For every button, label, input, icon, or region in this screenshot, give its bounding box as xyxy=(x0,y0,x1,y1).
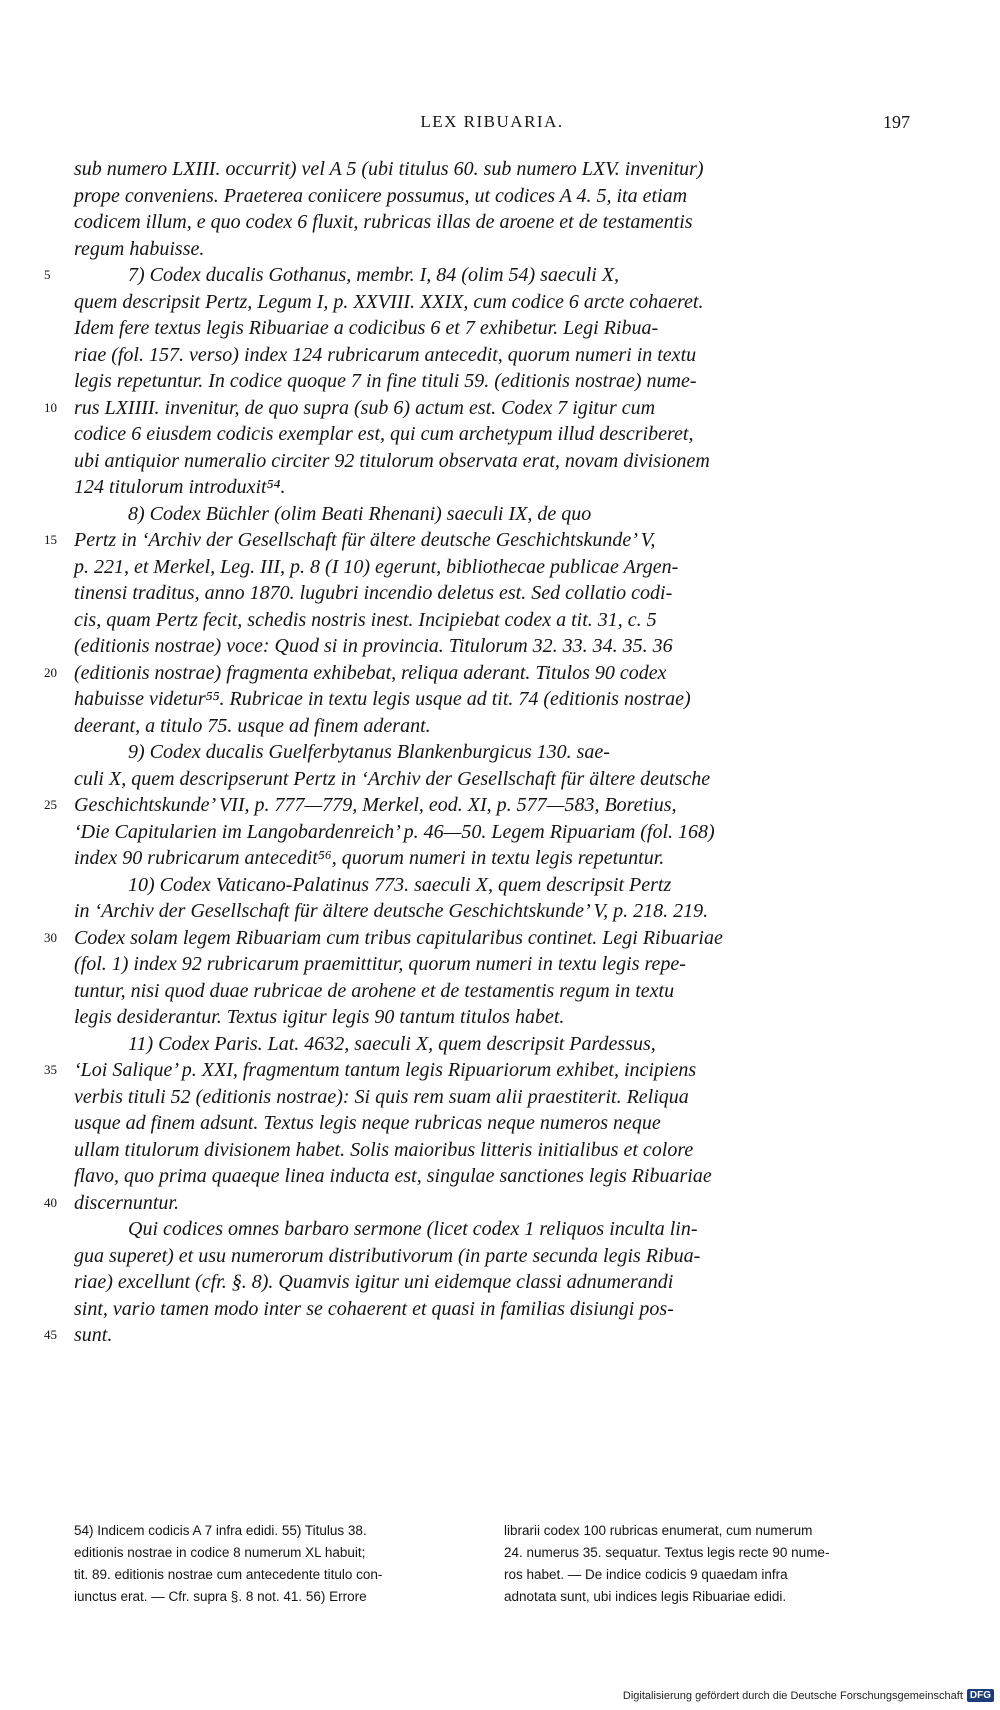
text-line xyxy=(44,660,910,687)
footnote-line: ros habet. — De indice codicis 9 quaedam infra xyxy=(504,1567,788,1582)
line-text: quem descripsit Pertz, Legum I, p. XXVIII. XXIX, cum codice 6 arcte cohaeret. xyxy=(74,290,704,313)
text-line xyxy=(74,315,910,342)
text-line xyxy=(74,1163,910,1190)
line-number: 15 xyxy=(44,532,57,547)
line-number: 35 xyxy=(44,1062,57,1077)
line-text: ubi antiquior numeralio circiter 92 titulorum observata erat, novam divisionem xyxy=(74,449,710,472)
line-text: flavo, quo prima quaeque linea inducta est, singulae sanctiones legis Ribuariae xyxy=(74,1165,712,1187)
credit-text: Digitalisierung gefördert durch die Deutsche Forschungsgemeinschaft xyxy=(622,1689,963,1702)
text-line xyxy=(74,872,910,899)
line-number: 40 xyxy=(44,1194,57,1210)
line-text: rus LXIIII. invenitur, de quo supra (sub 6) actum est. Codex 7 igitur cum xyxy=(74,396,656,419)
text-line xyxy=(74,1243,910,1270)
text-line xyxy=(74,289,910,316)
text-line xyxy=(74,448,910,475)
line-text: legis repetuntur. In codice quoque 7 in fine tituli 59. (editionis nostrae) nume- xyxy=(74,370,697,392)
line-text: 8) Codex Büchler (olim Beati Rhenani) saeculi IX, de quo xyxy=(128,502,592,525)
line-number: 25 xyxy=(44,797,57,812)
text-line xyxy=(74,368,910,395)
footnote-line: iunctus erat. — Cfr. supra §. 8 not. 41. 56) Errore xyxy=(74,1589,367,1604)
text-line xyxy=(74,633,910,660)
text-line xyxy=(74,554,910,581)
line-text: Qui codices omnes barbaro sermone (licet codex 1 reliquos inculta lin- xyxy=(128,1218,698,1240)
text-line xyxy=(44,1322,910,1349)
text-line xyxy=(74,1269,910,1296)
footnote-line: 24. numerus 35. sequatur. Textus legis recte 90 nume- xyxy=(504,1545,830,1560)
line-text: sint, vario tamen modo inter se cohaerent et quasi in familias disiungi pos- xyxy=(74,1297,674,1320)
text-line xyxy=(74,1084,910,1111)
text-line xyxy=(74,209,910,236)
text-line xyxy=(44,1190,910,1217)
dfg-logo: DFG xyxy=(967,1689,994,1702)
running-title: LEX RIBUARIA. xyxy=(420,112,564,131)
page-header xyxy=(74,112,910,138)
line-number: 10 xyxy=(44,399,57,415)
text-line xyxy=(74,1216,910,1243)
line-text: (editionis nostrae) fragmenta exhibebat, reliqua aderant. Titulos 90 codex xyxy=(74,661,667,684)
line-text: verbis tituli 52 (editionis nostrae): Si quis rem suam alii praestiterit. Reliqua xyxy=(74,1085,689,1108)
line-text: index 90 rubricarum antecedit⁵⁶, quorum numeri in textu legis repetuntur. xyxy=(74,847,665,869)
line-text: Idem fere textus legis Ribuariae a codicibus 6 et 7 exhibetur. Legi Ribua- xyxy=(74,317,659,339)
line-text: culi X, quem descripserunt Pertz in ‘Archiv der Gesellschaft für ältere deutsche xyxy=(74,767,711,790)
text-line xyxy=(74,819,910,846)
line-number: 20 xyxy=(44,664,57,680)
line-text: riae (fol. 157. verso) index 124 rubricarum antecedit, quorum numeri in textu xyxy=(74,343,697,366)
line-text: ullam titulorum divisionem habet. Solis maioribus litteris initialibus et colore xyxy=(74,1138,694,1161)
text-line xyxy=(74,156,910,183)
digitization-credit xyxy=(623,1689,994,1702)
main-text xyxy=(44,156,910,1349)
text-line xyxy=(74,1296,910,1323)
footnotes xyxy=(74,1520,910,1608)
text-line xyxy=(74,898,910,925)
text-line xyxy=(74,713,910,740)
text-line xyxy=(44,262,910,289)
text-line xyxy=(74,501,910,528)
line-text: p. 221, et Merkel, Leg. III, p. 8 (I 10) egerunt, bibliothecae publicae Argen- xyxy=(74,555,679,578)
line-text: sunt. xyxy=(74,1324,113,1346)
text-line xyxy=(44,527,910,554)
text-line xyxy=(74,421,910,448)
text-line xyxy=(74,766,910,793)
line-number: 45 xyxy=(44,1327,57,1342)
line-text: (editionis nostrae) voce: Quod si in provincia. Titulorum 32. 33. 34. 35. 36 xyxy=(74,635,673,657)
text-line xyxy=(74,845,910,872)
text-line xyxy=(74,1031,910,1058)
line-text: 10) Codex Vaticano-Palatinus 773. saeculi X, quem descripsit Pertz xyxy=(128,873,672,896)
line-text: codicem illum, e quo codex 6 fluxit, rubricas illas de aroene et de testamentis xyxy=(74,211,693,233)
line-text: ‘Die Capitularien im Langobardenreich’ p. 46—50. Legem Ripuariam (fol. 168) xyxy=(74,820,715,843)
text-line xyxy=(74,236,910,263)
text-line xyxy=(74,580,910,607)
text-line xyxy=(44,925,910,952)
text-line xyxy=(74,474,910,501)
text-line xyxy=(74,183,910,210)
line-text: riae) excellunt (cfr. §. 8). Quamvis igitur uni eidemque classi adnumerandi xyxy=(74,1271,674,1293)
line-text: 11) Codex Paris. Lat. 4632, saeculi X, quem descripsit Pardessus, xyxy=(128,1032,656,1055)
text-line xyxy=(74,1110,910,1137)
line-text: Geschichtskunde’ VII, p. 777—779, Merkel, eod. XI, p. 577—583, Boretius, xyxy=(74,794,677,816)
text-line xyxy=(74,1004,910,1031)
footnote-line: librarii codex 100 rubricas enumerat, cum numerum xyxy=(504,1523,813,1538)
line-text: tuntur, nisi quod duae rubricae de arohene et de testamentis regum in textu xyxy=(74,979,675,1002)
line-text: sub numero LXIII. occurrit) vel A 5 (ubi titulus 60. sub numero LXV. invenitur) xyxy=(74,158,704,180)
line-text: deerant, a titulo 75. usque ad finem aderant. xyxy=(74,714,431,737)
line-text: (fol. 1) index 92 rubricarum praemittitur, quorum numeri in textu legis repe- xyxy=(74,953,686,975)
line-text: 9) Codex ducalis Guelferbytanus Blankenburgicus 130. sae- xyxy=(128,741,610,763)
text-line xyxy=(74,342,910,369)
text-line xyxy=(44,1057,910,1084)
text-line xyxy=(44,792,910,819)
line-number: 30 xyxy=(44,929,57,945)
line-text: in ‘Archiv der Gesellschaft für ältere deutsche Geschichtskunde’ V, p. 218. 219. xyxy=(74,900,709,922)
text-line xyxy=(74,607,910,634)
line-text: prope conveniens. Praeterea coniicere possumus, ut codices A 4. 5, ita etiam xyxy=(74,184,688,207)
line-number: 5 xyxy=(44,267,51,282)
footnote-line: tit. 89. editionis nostrae cum antecedente titulo con- xyxy=(74,1567,383,1582)
text-line xyxy=(74,978,910,1005)
text-line xyxy=(44,395,910,422)
footnote-line: editionis nostrae in codice 8 numerum XL habuit; xyxy=(74,1545,366,1560)
line-text: Pertz in ‘Archiv der Gesellschaft für ältere deutsche Geschichtskunde’ V, xyxy=(74,529,656,551)
text-line xyxy=(74,686,910,713)
line-text: habuisse videtur⁵⁵. Rubricae in textu legis usque ad tit. 74 (editionis nostrae) xyxy=(74,688,691,710)
line-text: discernuntur. xyxy=(74,1191,179,1214)
line-text: regum habuisse. xyxy=(74,237,205,260)
footnotes-left-column xyxy=(74,1520,480,1608)
text-line xyxy=(74,951,910,978)
line-text: usque ad finem adsunt. Textus legis neque rubricas neque numeros neque xyxy=(74,1112,661,1134)
footnote-line: 54) Indicem codicis A 7 infra edidi. 55) Titulus 38. xyxy=(74,1523,367,1538)
page-number: 197 xyxy=(883,112,910,132)
line-text: Codex solam legem Ribuariam cum tribus capitularibus continet. Legi Ribuariae xyxy=(74,926,723,949)
line-text: tinensi traditus, anno 1870. lugubri incendio deletus est. Sed collatio codi- xyxy=(74,582,673,604)
line-text: cis, quam Pertz fecit, schedis nostris inest. Incipiebat codex a tit. 31, c. 5 xyxy=(74,608,657,631)
line-text: 124 titulorum introduxit⁵⁴. xyxy=(74,476,286,498)
text-line xyxy=(74,739,910,766)
line-text: gua superet) et usu numerorum distributivorum (in parte secunda legis Ribua- xyxy=(74,1244,701,1267)
footnote-line: adnotata sunt, ubi indices legis Ribuariae edidi. xyxy=(504,1589,787,1604)
line-text: codice 6 eiusdem codicis exemplar est, qui cum archetypum illud describeret, xyxy=(74,423,694,445)
footnotes-right-column xyxy=(504,1520,910,1608)
line-text: legis desiderantur. Textus igitur legis 90 tantum titulos habet. xyxy=(74,1006,565,1028)
line-text: ‘Loi Salique’ p. XXI, fragmentum tantum legis Ripuariorum exhibet, incipiens xyxy=(74,1059,697,1081)
line-text: 7) Codex ducalis Gothanus, membr. I, 84 (olim 54) saeculi X, xyxy=(128,264,620,286)
text-line xyxy=(74,1137,910,1164)
